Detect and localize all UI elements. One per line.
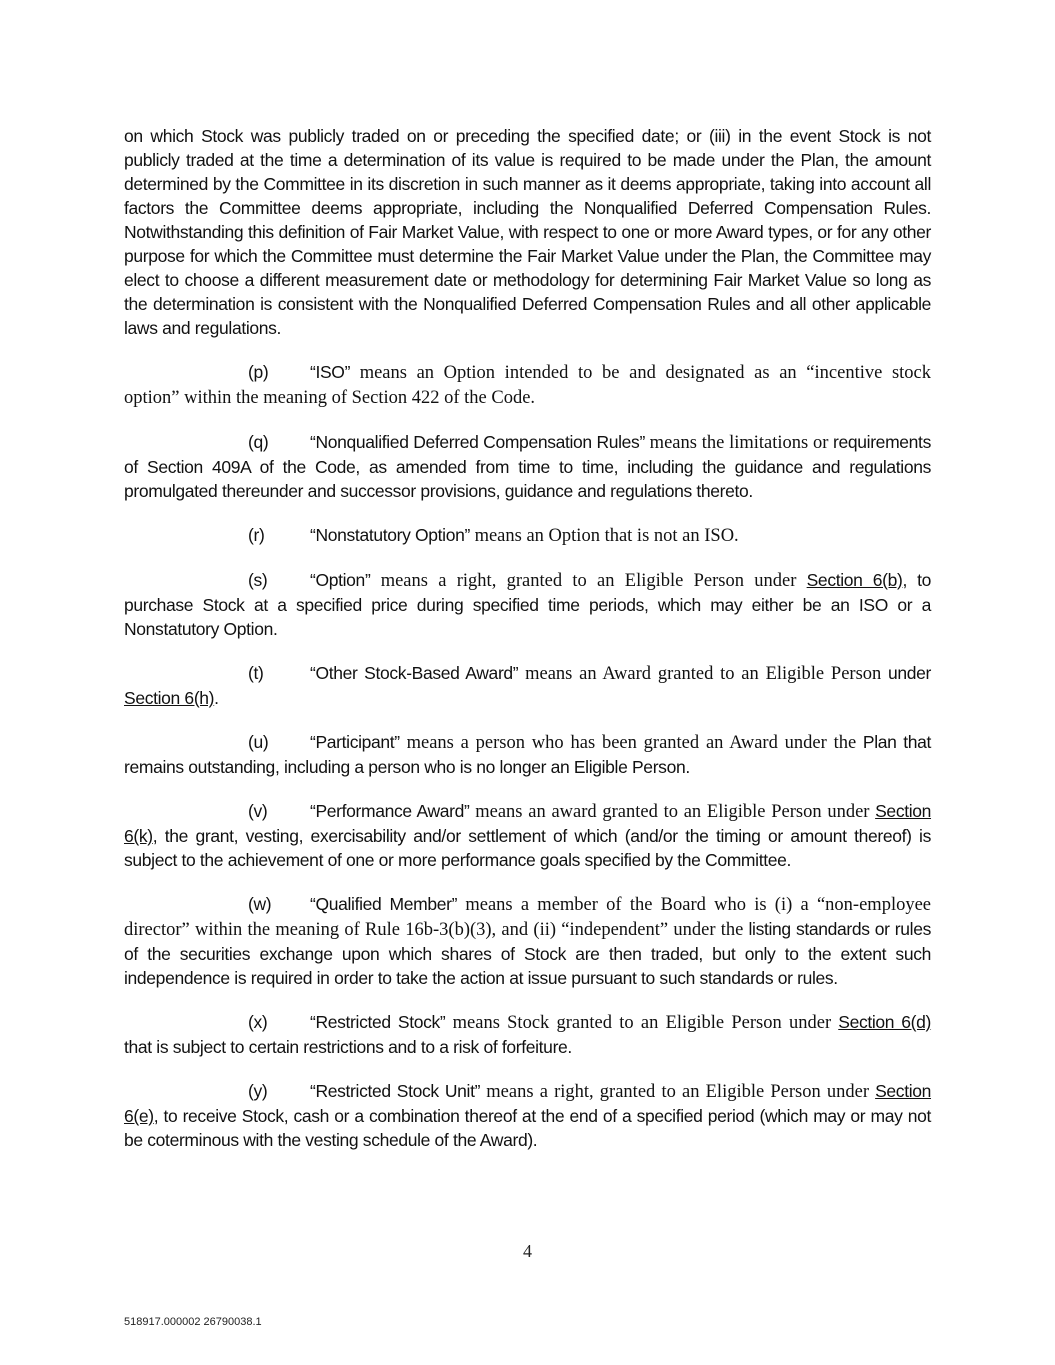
defined-term: “Restricted Stock Unit” [310,1081,481,1101]
definition-continuation: , to receive Stock, cash or a combination thereof at the end of a specified period (which may or may not be coterminous with the vesting schedule of the Award). [124,1106,931,1150]
section-reference-link[interactable]: Section 6(e) [124,1081,932,1126]
definition-continuation: , to purchase Stock at a specified price during specified time periods, which may either be an ISO or a Nonstatutory Option. [124,570,932,639]
section-reference-link[interactable]: Section 6(d) [838,1012,932,1032]
definition-text: means an award granted to an Eligible Person under [469,802,870,822]
definition-p [124,360,931,410]
definition-continuation: under [881,663,931,683]
definition-label: (s) [248,570,268,590]
defined-term: “Participant” [310,732,400,752]
definition-v [124,799,931,872]
definition-label: (w) [248,894,272,914]
definition-continuation: requirements of Section 409A of the Code, as amended from time to time, including the guidance and regulations promulgated thereunder and successor provisions, guidance and regulations thereto. [124,432,931,501]
definition-label: (x) [248,1012,268,1032]
definition-label: (p) [248,362,269,382]
definition-label: (r) [248,525,265,545]
definition-end: . [214,688,219,708]
definition-text: means a right, granted to an Eligible Person under [370,571,797,591]
definition-continuation: , the grant, vesting, exercisability and/or settlement of which (and/or the timing or amount thereof) is subject to the achievement of one or more performance goals specified by the Committee. [124,826,931,870]
section-reference-link[interactable]: Section 6(k) [124,801,932,846]
defined-term: “Performance Award” [310,801,470,821]
definition-y [124,1079,931,1152]
defined-term: “Restricted Stock” [310,1012,446,1032]
definition-continuation: listing standards or rules of the securities exchange upon which shares of Stock are then traded, but only to the extent such independence is required in order to take the action at issue pursuant to such standards or rules. [124,919,931,988]
definition-spacer [796,570,806,590]
definition-text: means an Option intended to be and designated as an “incentive stock option” within the meaning of Section 422 of the Code. [124,363,931,408]
definition-t [124,661,931,710]
definition-text: means a right, granted to an Eligible Person under [480,1082,870,1102]
definition-r [124,523,931,548]
definition-label: (y) [248,1081,268,1101]
defined-term: “ISO” [310,362,351,382]
page-number: 4 [523,1241,532,1261]
defined-term: “Qualified Member” [310,894,458,914]
document-id-footer: 518917.000002 26790038.1 [124,1316,262,1328]
definition-label: (v) [248,801,268,821]
definition-s [124,568,931,641]
definition-x [124,1010,931,1059]
definition-text: means a member of the Board who is (i) a “non-employee director” within the meaning of Rule 16b-3(b)(3), and (ii) “independent” under the [124,895,932,940]
document-body [124,124,931,1172]
defined-term: “Option” [310,570,371,590]
definition-q [124,430,931,503]
definition-u [124,730,931,779]
definition-text: means the limitations or [644,433,829,453]
defined-term: “Nonstatutory Option” [310,525,470,545]
section-reference-link[interactable]: Section 6(h) [124,688,215,708]
definition-label: (u) [248,732,269,752]
definition-continuation: that is subject to certain restrictions and to a risk of forfeiture. [124,1037,572,1057]
section-reference-link[interactable]: Section 6(b) [806,570,903,590]
definition-label: (t) [248,663,264,683]
defined-term: “Nonqualified Deferred Compensation Rules” [310,432,645,452]
definition-text: means Stock granted to an Eligible Person under [445,1013,832,1033]
definition-label: (q) [248,432,269,452]
definition-text: means an Option that is not an ISO. [469,526,739,546]
definition-w [124,892,931,990]
intro-paragraph: on which Stock was publicly traded on or preceding the specified date; or (iii) in the event Stock is not publicly traded at the time a determination of its value is required to be made under the Plan, the amount determined by the Committee in its discretion in such manner as it deems appropriate, taking into account all factors the Committee deems appropriate, including the Nonqualified Deferred Compensation Rules. Notwithstanding this definition of Fair Market Value, with respect to one or more Award types, or for any other purpose for which the Committee must determine the Fair Market Value under the Plan, the Committee may elect to choose a different measurement date or methodology for determining Fair Market Value so long as the determination is consistent with the Nonqualified Deferred Compensation Rules and all other applicable laws and regulations. [124,126,931,338]
definition-continuation: Plan that remains outstanding, including a person who is no longer an Eligible Person. [124,732,931,777]
definition-text: means a person who has been granted an Award under the [399,733,857,753]
definition-text: means an Award granted to an Eligible Person [518,664,882,684]
defined-term: “Other Stock-Based Award” [310,663,519,683]
